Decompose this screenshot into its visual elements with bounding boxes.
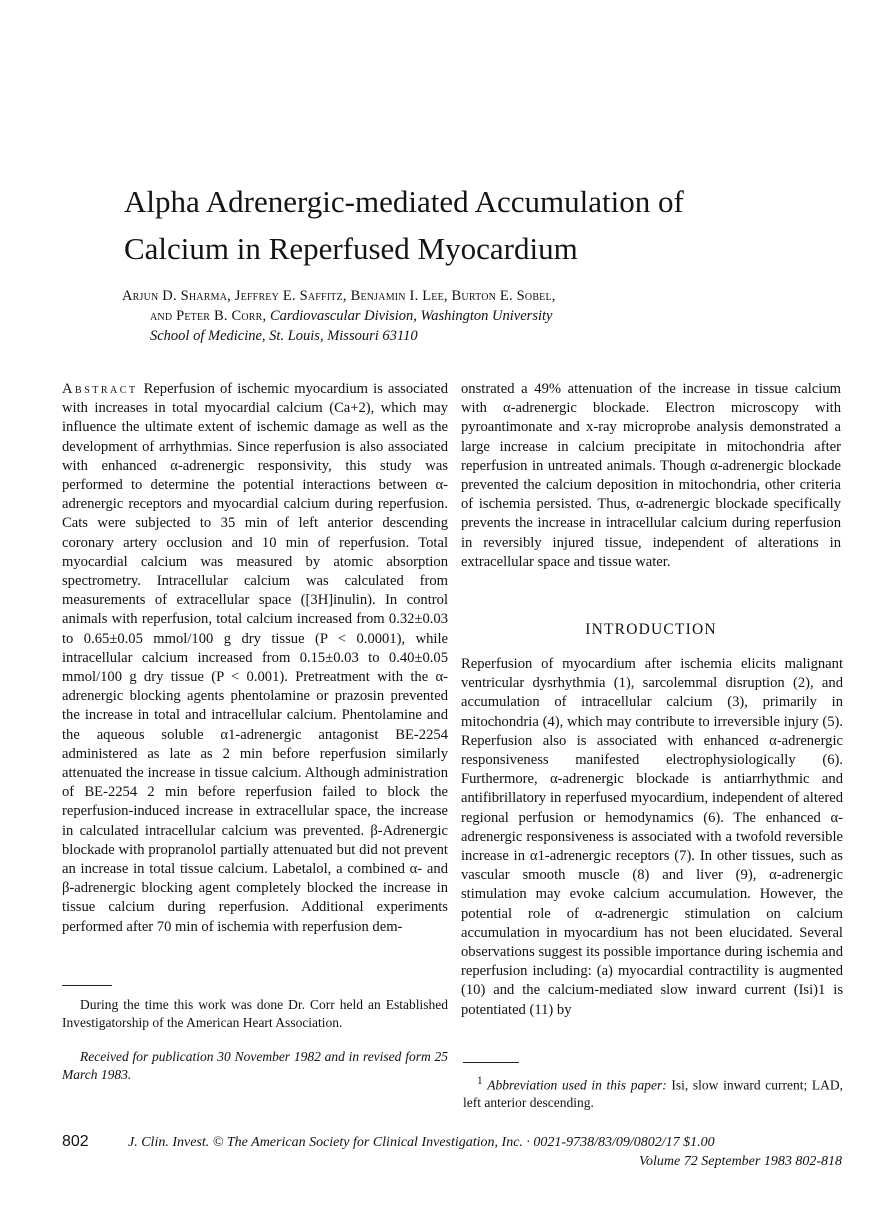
abstract-right-column	[461, 380, 841, 572]
footnote-received: Received for publication 30 November 1982 and in revised form 25 March 1983.	[62, 1049, 448, 1082]
footnote-abbrev-label: Abbreviation used in this paper:	[487, 1077, 667, 1093]
footnote-marker: 1	[477, 1075, 483, 1087]
footnote-funding: During the time this work was done Dr. Corr held an Established Investigatorship of the American Heart Association.	[62, 997, 448, 1030]
author-line-2-names: and Peter B. Corr,	[150, 308, 267, 324]
footnote-abbrev-text: Isi, slow inward current; LAD, left anterior descending.	[463, 1077, 844, 1110]
author-line-1: Arjun D. Sharma, Jeffrey E. Saffitz, Benjamin I. Lee, Burton E. Sobel,	[122, 288, 556, 304]
abstract-label: Abstract	[62, 381, 138, 397]
footnote-divider-right	[463, 1062, 519, 1063]
abstract-text-right: onstrated a 49% attenuation of the increase in tissue calcium with α-adrenergic blockade. Electron microscopy with pyroantimonate and x-ray microprobe analysis demonstrated a large increase in calcium precipitate in mitochondria after reperfusion in untreated animals. Though α-adrenergic blockade prevented the calcium deposition in mitochondria, other criteria of ischemia persisted. Thus, α-adrenergic blockade specifically prevents the increase in intracellular calcium during reperfusion in reversibly injured tissue, independent of alterations in extracellular space and tissue water.	[461, 381, 841, 570]
title-line-2: Calcium in Reperfused Myocardium	[124, 231, 578, 266]
abstract-text-left: Reperfusion of ischemic myocardium is associated with increases in total myocardial calcium (Ca+2), which may influence the ultimate extent of ischemic damage as well as the development of arrhythmias. Since reperfusion is also associated with enhanced α-adrenergic responsivity, this study was performed to determine the potential interactions between α-adrenergic receptors and myocardial calcium during reperfusion. Cats were subjected to 35 min of left anterior descending coronary artery occlusion and 10 min of reperfusion. Total myocardial calcium was measured by atomic absorption spectrometry. Intracellular calcium was calculated from measurements of extracellular space ([3H]inulin). In control animals with reperfusion, total calcium increased from 0.32±0.03 to 0.65±0.05 mmol/100 g dry tissue (P < 0.0001), while intracellular calcium increased from 0.15±0.03 to 0.40±0.05 mmol/100 g dry tissue (P < 0.001). Pretreatment with the α-adrenergic blocking agents phentolamine or prazosin prevented the increase in total and intracellular calcium. Phentolamine and the aqueous soluble α1-adrenergic antagonist BE-2254 administered as late as 2 min before reperfusion similarly attenuated the increase in tissue calcium. Although administration of BE-2254 2 min before reperfusion failed to block the reperfusion-induced increase in extracellular space, the increase in calculated intracellular calcium was prevented. β-Adrenergic blockade with propranolol partially attenuated but did not prevent an increase in total tissue calcium. Labetalol, a combined α- and β-adrenergic blocking agent completely blocked the increase in tissue calcium during reperfusion. Additional experiments performed after 70 min of ischemia with reperfusion dem-	[62, 381, 448, 935]
author-affiliation-2: School of Medicine, St. Louis, Missouri 63110	[150, 328, 418, 344]
footnote-abbreviations	[463, 1073, 843, 1112]
abstract-left-column	[62, 380, 448, 937]
article-title	[124, 178, 764, 272]
introduction-text: Reperfusion of myocardium after ischemia elicits malignant ventricular dysrhythmia (1), sarcolemmal disruption (2), and accumulation of intracellular calcium (3), primarily in mitochondria (4), which may contribute to irreversible injury (5). Reperfusion also is associated with enhanced α-adrenergic responsiveness manifested electrophysiologically (6). Furthermore, α-adrenergic blockade is antiarrhythmic and antifibrillatory in reperfused myocardium, independent of altered regional perfusion or hemodynamics (6). The enhanced α-adrenergic responsiveness is associated with a twofold reversible increase in α1-adrenergic receptors (7). In other tissues, such as vascular smooth muscle (8) and liver (9), α-adrenergic stimulation may evoke calcium accumulation. However, the potential role of α-adrenergic stimulation on calcium accumulation in myocardium has not been elucidated. Several observations suggest its possible importance during ischemia and reperfusion including: (a) myocardial contractility is augmented (10) and the calcium-mediated slow inward current (Isi)1 is potentiated (11) by	[461, 656, 843, 1018]
volume-citation: Volume 72 September 1983 802-818	[639, 1154, 842, 1169]
journal-citation: J. Clin. Invest. © The American Society for Clinical Investigation, Inc. · 0021-9738/83/09/0802/17 $1.00	[128, 1135, 715, 1150]
footnote-divider-left	[62, 985, 112, 986]
title-line-1: Alpha Adrenergic-mediated Accumulation of	[124, 184, 684, 219]
author-block	[122, 286, 842, 346]
introduction-body	[461, 655, 843, 1020]
author-affiliation-1: Cardiovascular Division, Washington University	[269, 308, 553, 324]
introduction-heading: INTRODUCTION	[585, 621, 717, 638]
page-number: 802	[62, 1133, 89, 1150]
